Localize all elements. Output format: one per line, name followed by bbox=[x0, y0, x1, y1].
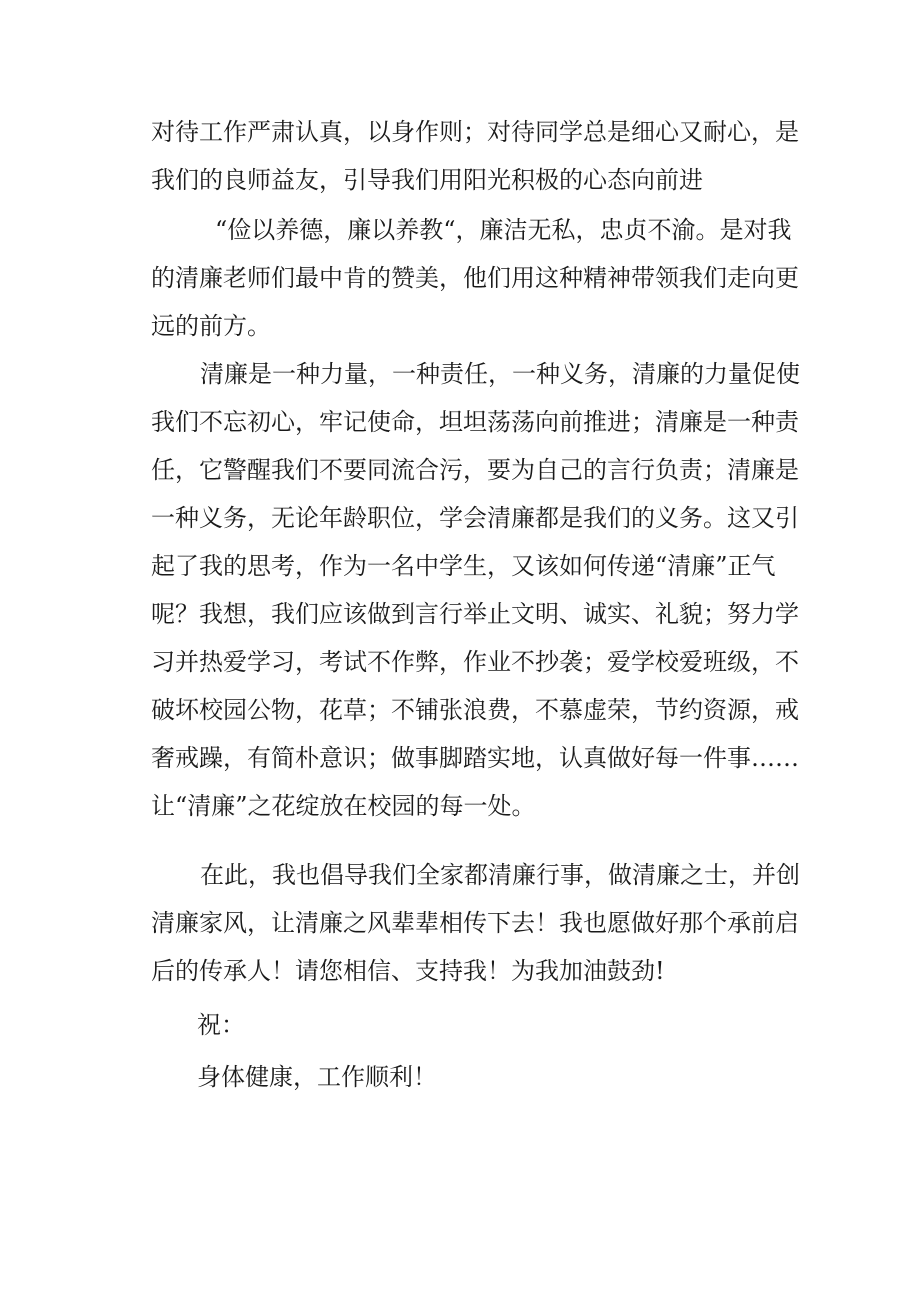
paragraph-2-line-1: “俭以养德，廉以养教“，廉洁无私，忠贞不渝。是对我 bbox=[215, 216, 792, 244]
closing-greeting: 祝： bbox=[197, 1011, 245, 1039]
closing-wish: 身体健康，工作顺利！ bbox=[197, 1063, 437, 1091]
paragraph-2-line-3: 远的前方。 bbox=[151, 312, 271, 340]
paragraph-3-line-2: 我们不忘初心，牢记使命，坦坦荡荡向前推进；清廉是一种责 bbox=[151, 408, 799, 436]
paragraph-3-line-3: 任，它警醒我们不要同流合污，要为自己的言行负责；清廉是 bbox=[151, 456, 799, 484]
paragraph-3-line-8: 破坏校园公物，花草；不铺张浪费，不慕虚荣，节约资源，戒 bbox=[151, 696, 799, 724]
paragraph-3-line-1: 清廉是一种力量，一种责任，一种义务，清廉的力量促使 bbox=[200, 360, 800, 388]
paragraph-4-line-3: 后的传承人！请您相信、支持我！为我加油鼓劲! bbox=[151, 957, 665, 985]
paragraph-1-line-2: 我们的良师益友，引导我们用阳光积极的心态向前进 bbox=[151, 166, 703, 194]
paragraph-1-line-1: 对待工作严肃认真，以身作则；对待同学总是细心又耐心，是 bbox=[151, 118, 799, 146]
paragraph-4-line-1: 在此，我也倡导我们全家都清廉行事，做清廉之士，并创 bbox=[200, 861, 800, 889]
paragraph-3-line-10: 让“清廉”之花绽放在校园的每一处。 bbox=[151, 792, 536, 820]
paragraph-4-line-2: 清廉家风，让清廉之风辈辈相传下去！我也愿做好那个承前启 bbox=[151, 909, 799, 937]
paragraph-2-line-2: 的清廉老师们最中肯的赞美，他们用这种精神带领我们走向更 bbox=[151, 264, 799, 292]
paragraph-3-line-9: 奢戒躁，有简朴意识；做事脚踏实地，认真做好每一件事…… bbox=[151, 744, 799, 772]
paragraph-3-line-6: 呢？我想，我们应该做到言行举止文明、诚实、礼貌；努力学 bbox=[151, 600, 799, 628]
paragraph-3-line-4: 一种义务，无论年龄职位，学会清廉都是我们的义务。这又引 bbox=[151, 504, 799, 532]
paragraph-3-line-5: 起了我的思考，作为一名中学生，又该如何传递“清廉”正气 bbox=[151, 552, 776, 580]
paragraph-3-line-7: 习并热爱学习，考试不作弊，作业不抄袭；爱学校爱班级，不 bbox=[151, 648, 799, 676]
